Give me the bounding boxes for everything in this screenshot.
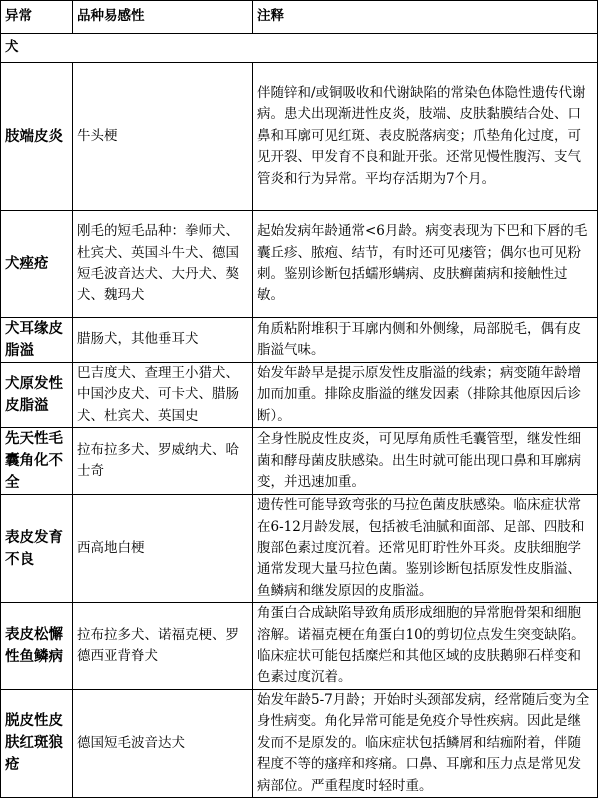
disease-name: 表皮发育不良	[1, 495, 73, 603]
breed-cell: 牛头梗	[73, 63, 253, 211]
header-notes: 注释	[253, 1, 598, 34]
breed-cell: 巴吉度犬、查理王小猎犬、中国沙皮犬、可卡犬、腊肠犬、杜宾犬、英国史	[73, 363, 253, 428]
breed-cell: 腊肠犬，其他垂耳犬	[73, 318, 253, 363]
disease-name: 犬痤疮	[1, 211, 73, 318]
table-row	[1, 363, 598, 428]
table-row	[1, 63, 598, 211]
disease-name: 脱皮性皮肤红斑狼疮	[1, 689, 73, 797]
notes-cell: 角蛋白合成缺陷导致角质形成细胞的异常胞骨架和细胞溶解。诺福克梗在角蛋白10的剪切位点发生突变缺陷。临床症状可能包括糜烂和其他区域的皮肤鹅卵石样变和色素过度沉着。	[253, 603, 598, 690]
breed-cell: 刚毛的短毛品种：拳师犬、杜宾犬、英国斗牛犬、德国短毛波音达犬、大丹犬、獒犬、魏玛犬	[73, 211, 253, 318]
section-row-dog	[1, 34, 598, 63]
table-row	[1, 428, 598, 495]
notes-cell: 始发年龄早是提示原发性皮脂溢的线索；病变随年龄增加而加重。排除皮脂溢的继发因素（排除其他原因后诊断）。	[253, 363, 598, 428]
table-row	[1, 318, 598, 363]
section-title: 犬	[1, 34, 598, 63]
notes-cell: 遗传性可能导致弯张的马拉色菌皮肤感染。临床症状常在6-12月龄发展，包括被毛油腻和面部、足部、四肢和腹部色素过度沉着。还常见盯聍性外耳炎。皮肤细胞学通常发现大量马拉色菌。鉴别诊断包括原发性皮脂溢、鱼鳞病和继发原因的皮脂溢。	[253, 495, 598, 603]
breed-cell: 西高地白梗	[73, 495, 253, 603]
header-abnormality: 异常	[1, 1, 73, 34]
table-row	[1, 689, 598, 797]
disease-name: 先天性毛囊角化不全	[1, 428, 73, 495]
notes-cell: 角质粘附堆积于耳廓内侧和外侧缘，局部脱毛，偶有皮脂溢气味。	[253, 318, 598, 363]
notes-cell: 伴随锌和/或铜吸收和代谢缺陷的常染色体隐性遗传代谢病。患犬出现渐进性皮炎，肢端、皮肤黏膜结合处、口鼻和耳廓可见红斑、表皮脱落病变；爪垫角化过度，可见开裂、甲发育不良和趾开张。还常见慢性腹泻、支气管炎和行为异常。平均存活期为7个月。	[253, 63, 598, 211]
breed-cell: 德国短毛波音达犬	[73, 689, 253, 797]
header-breed-susceptibility: 品种易感性	[73, 1, 253, 34]
table-row	[1, 495, 598, 603]
disease-name: 犬原发性皮脂溢	[1, 363, 73, 428]
disease-name: 肢端皮炎	[1, 63, 73, 211]
disease-name: 表皮松懈性鱼鳞病	[1, 603, 73, 690]
table-row	[1, 211, 598, 318]
notes-cell: 全身性脱皮性皮炎，可见厚角质性毛囊管型，继发性细菌和酵母菌皮肤感染。出生时就可能出现口鼻和耳廓病变，并迅速加重。	[253, 428, 598, 495]
breed-cell: 拉布拉多犬、罗威纳犬、哈士奇	[73, 428, 253, 495]
disease-name: 犬耳缘皮脂溢	[1, 318, 73, 363]
notes-cell: 始发年龄5-7月龄；开始时头颈部发病，经常随后变为全身性病变。角化异常可能是免疫介导性疾病。因此是继发而不是原发的。临床症状包括鳞屑和结痂附着，伴随程度不等的瘙痒和疼痛。口鼻、耳廓和压力点是常见发病部位。严重程度时轻时重。	[253, 689, 598, 797]
header-row	[1, 1, 598, 34]
notes-cell: 起始发病年龄通常<6月龄。病变表现为下巴和下唇的毛囊丘疹、脓疱、结节，有时还可见瘘管；偶尔也可见粉刺。鉴别诊断包括蠕形螨病、皮肤癣菌病和接触性过敏。	[253, 211, 598, 318]
table-row	[1, 603, 598, 690]
breed-cell: 拉布拉多犬、诺福克梗、罗德西亚背脊犬	[73, 603, 253, 690]
